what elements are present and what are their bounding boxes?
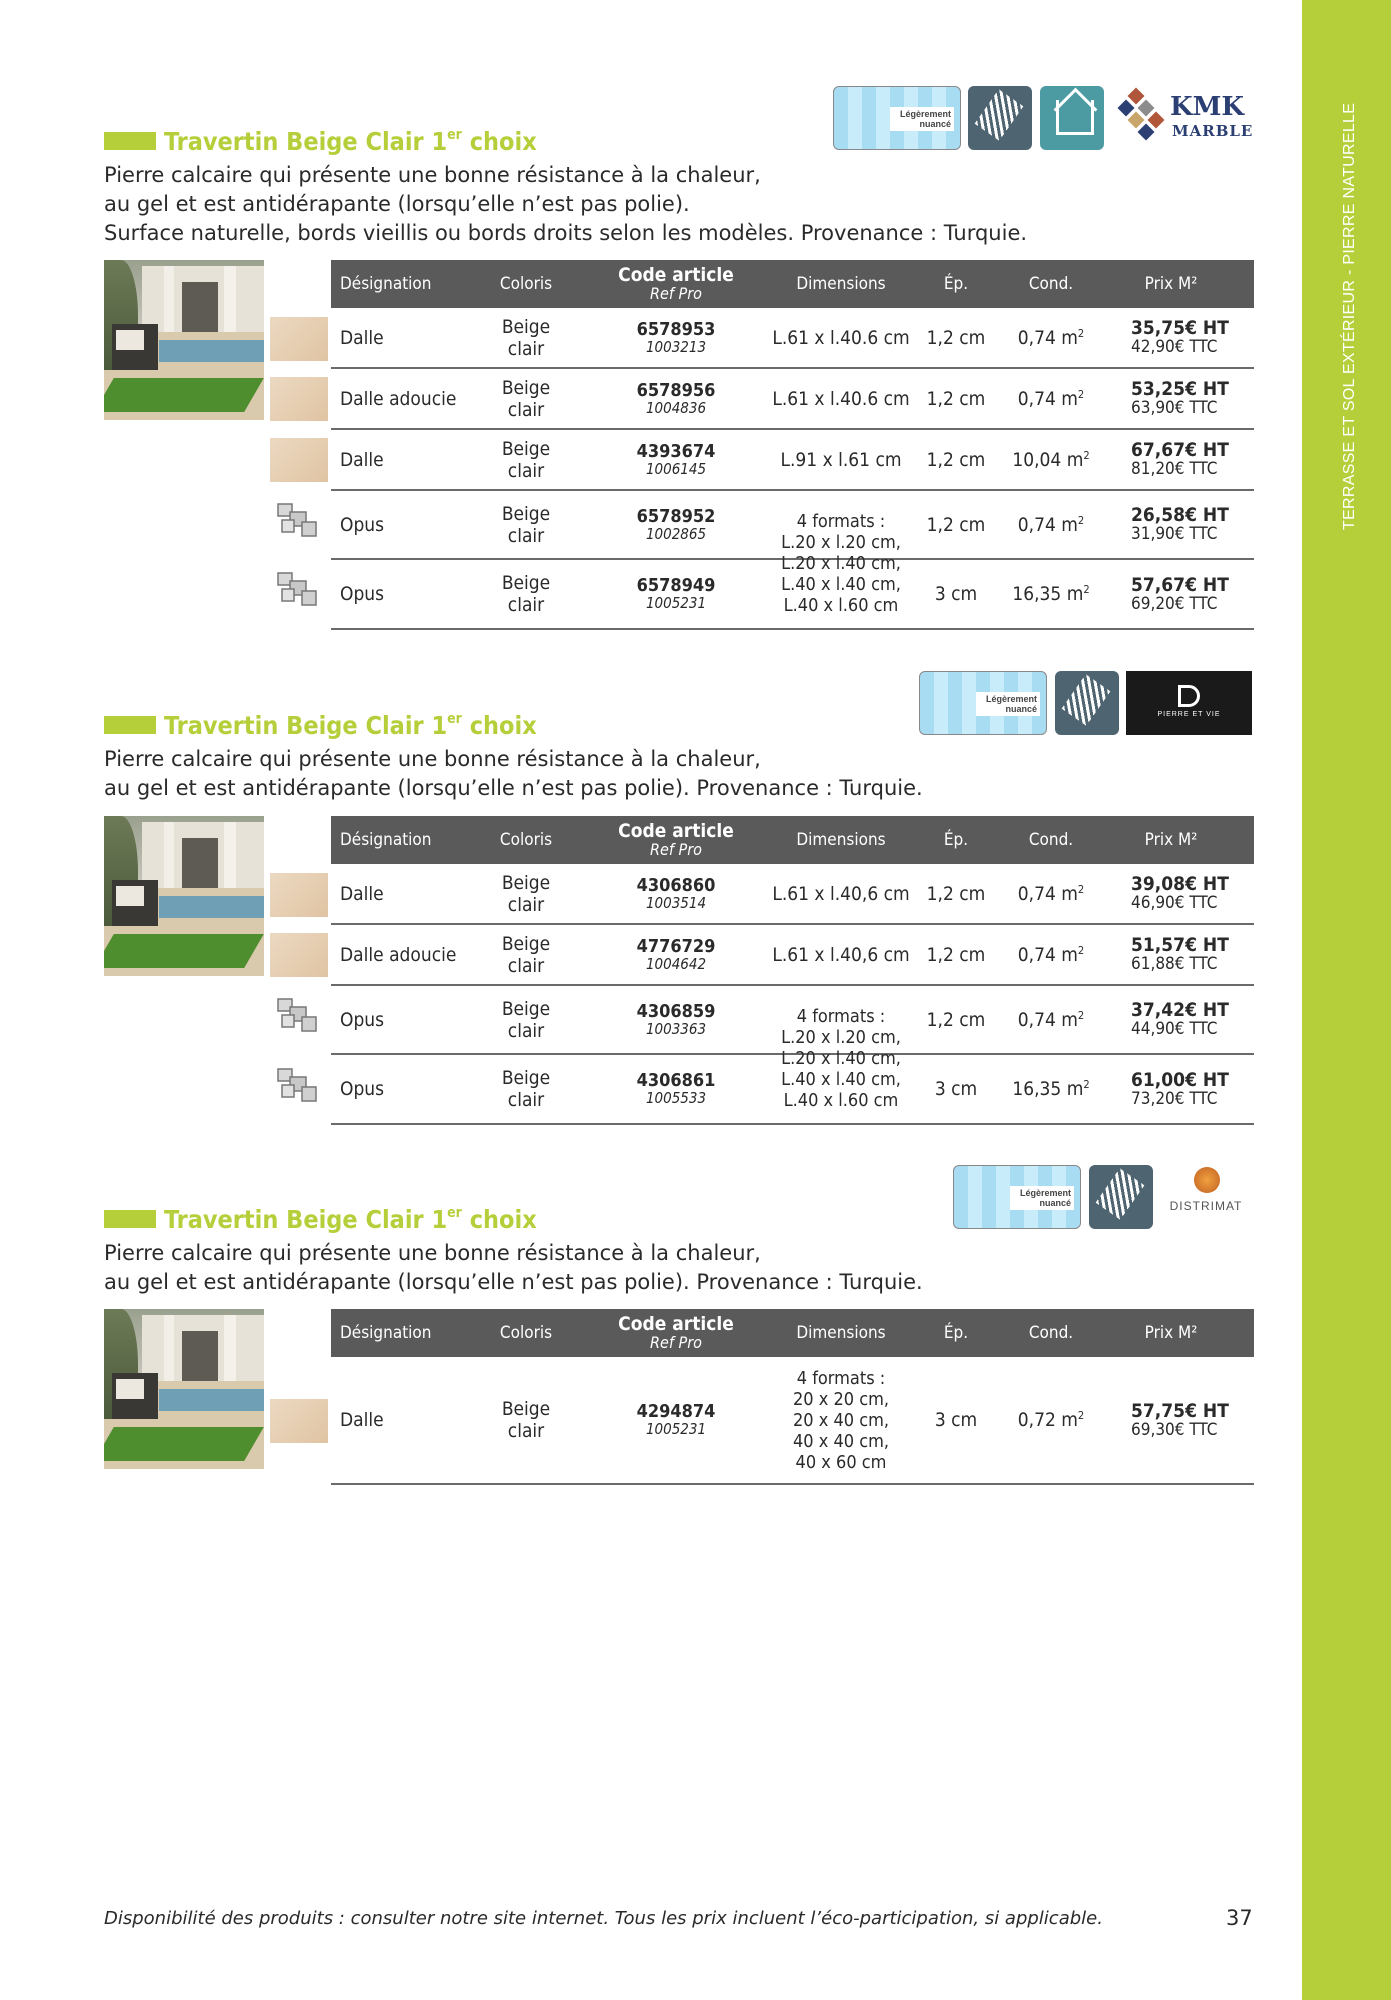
table-header [331,816,1254,864]
section-description: Pierre calcaire qui présente une bonne résistance à la chaleur, au gel et est antidérapante (lorsqu’elle n’est pas polie). Provenance : Turquie. [104,747,923,800]
opus-pattern-icon [276,1067,320,1107]
col-coloris: Coloris [499,1323,553,1343]
col-cond: Cond. [1028,1323,1074,1343]
section-title-text: Travertin Beige Clair 1er choix [164,126,537,156]
title-accent-bar [104,1210,156,1228]
title-accent-bar [104,716,156,734]
page-number: 37 [1226,1906,1253,1930]
opus-pattern-icon [276,502,320,542]
product-section-2 [104,709,1254,1129]
availability-note: Disponibilité des produits : consulter notre site internet. Tous les prix incluent l’éco-participation, si applicable. [104,1908,1103,1929]
terrace-photo [104,816,264,976]
section-title [104,125,537,157]
stone-swatch [270,317,328,361]
table-row: Opus Beige clair 4306861 1005533 3 cm 16,35 $m^2$ 61,00€ HT 73,20€ TTC [331,1055,1254,1125]
col-prix: Prix M² [1144,274,1198,294]
kmk-logo-text: KMK [1170,92,1244,122]
col-prix: Prix M² [1144,1323,1198,1343]
col-prix: Prix M² [1144,830,1198,850]
table-row: Opus Beige clair 4306859 1003363 1,2 cm 0,74 $m^2$ 37,42€ HT 44,90€ TTC [331,986,1254,1055]
stone-swatch [270,873,328,917]
col-ep: Ép. [943,274,969,294]
col-ep: Ép. [943,830,969,850]
section-title-text: Travertin Beige Clair 1er choix [164,1204,537,1234]
dimensions-multiline: 4 formats : 20 x 20 cm, 20 x 40 cm, 40 x 40 cm, 40 x 60 cm [792,1367,890,1473]
col-cond: Cond. [1028,274,1074,294]
section-title [104,1203,537,1235]
sidebar-category-label: TERRASSE ET SOL EXTÉRIEUR - PIERRE NATURELLE [1341,102,1358,530]
table-row: Dalle adoucie Beige clair 4776729 1004642 L.61 x l.40,6 cm 1,2 cm 0,74 $m^2$ 51,57€ HT 61,88€ TTC [331,925,1254,986]
opus-pattern-icon [276,571,320,611]
col-cond: Cond. [1028,830,1074,850]
nuance-badge-label: Légèrement nuancé [976,692,1040,716]
col-designation: Désignation [340,1323,432,1343]
product-section-1 [104,125,1254,625]
col-dimensions: Dimensions [796,1323,886,1343]
col-code: Code article Ref Pro [618,820,734,859]
kmk-logo-subtext: MARBLE [1172,122,1254,140]
product-table [331,260,1254,630]
table-row: Dalle Beige clair 4393674 1006145 L.91 x l.61 cm 1,2 cm 10,04 $m^2$ 67,67€ HT 81,20€ TTC [331,430,1254,491]
pierre-et-vie-logo-text: PIERRE ET VIE [1157,711,1221,718]
section-description: Pierre calcaire qui présente une bonne résistance à la chaleur, au gel et est antidérapante (lorsqu’elle n’est pas polie). Surface naturelle, bords vieillis ou bords droits selon les modèles. Provenance : Turquie. [104,163,1028,245]
product-table [331,1309,1254,1485]
col-ep: Ép. [943,1323,969,1343]
stone-swatch [270,438,328,482]
table-row: Dalle Beige clair 4306860 1003514 L.61 x l.40,6 cm 1,2 cm 0,74 $m^2$ 39,08€ HT 46,90€ TTC [331,864,1254,925]
section-title [104,709,537,741]
col-code: Code article Ref Pro [618,264,734,303]
col-code: Code article Ref Pro [618,1313,734,1352]
nuance-badge-label: Légèrement nuancé [890,107,954,131]
distrimat-logo-text: DISTRIMAT [1169,1199,1243,1213]
terrace-photo [104,1309,264,1469]
terrace-photo [104,260,264,420]
table-row: Dalle adoucie Beige clair 6578956 1004836 L.61 x l.40.6 cm 1,2 cm 0,74 $m^2$ 53,25€ HT 63,90€ TTC [331,369,1254,430]
product-section-3 [104,1203,1254,1483]
col-coloris: Coloris [499,274,553,294]
nuance-badge-label: Légèrement nuancé [1010,1186,1074,1210]
table-row: Opus Beige clair 6578949 1005231 3 cm 16,35 $m^2$ 57,67€ HT 69,20€ TTC [331,560,1254,630]
col-designation: Désignation [340,274,432,294]
section-description: Pierre calcaire qui présente une bonne résistance à la chaleur, au gel et est antidérapante (lorsqu’elle n’est pas polie). Provenance : Turquie. [104,1241,923,1294]
opus-dimensions: 4 formats : L.20 x l.20 cm, L.20 x l.40 cm, L.40 x l.40 cm, L.40 x l.60 cm [781,1005,901,1111]
opus-pattern-icon [276,997,320,1037]
stone-swatch [270,1399,328,1443]
section-title-text: Travertin Beige Clair 1er choix [164,710,537,740]
col-designation: Désignation [340,830,432,850]
stone-swatch [270,933,328,977]
col-coloris: Coloris [499,830,553,850]
title-accent-bar [104,132,156,150]
table-header [331,1309,1254,1357]
col-dimensions: Dimensions [796,830,886,850]
table-row: Dalle Beige clair 6578953 1003213 L.61 x l.40.6 cm 1,2 cm 0,74 $m^2$ 35,75€ HT 42,90€ TTC [331,308,1254,369]
table-row: Opus Beige clair 6578952 1002865 1,2 cm 0,74 $m^2$ 26,58€ HT 31,90€ TTC [331,491,1254,560]
table-header [331,260,1254,308]
table-row: Dalle Beige clair 4294874 1005231 4 formats : 20 x 20 cm, 20 x 40 cm, 40 x 40 cm, 40 x 60 cm 3 cm 0,72 $m^2$ 57,75€ HT 69,30€ TTC [331,1357,1254,1485]
col-dimensions: Dimensions [796,274,886,294]
stone-swatch [270,377,328,421]
opus-dimensions: 4 formats : L.20 x l.20 cm, L.20 x l.40 cm, L.40 x l.40 cm, L.40 x l.60 cm [781,510,901,616]
